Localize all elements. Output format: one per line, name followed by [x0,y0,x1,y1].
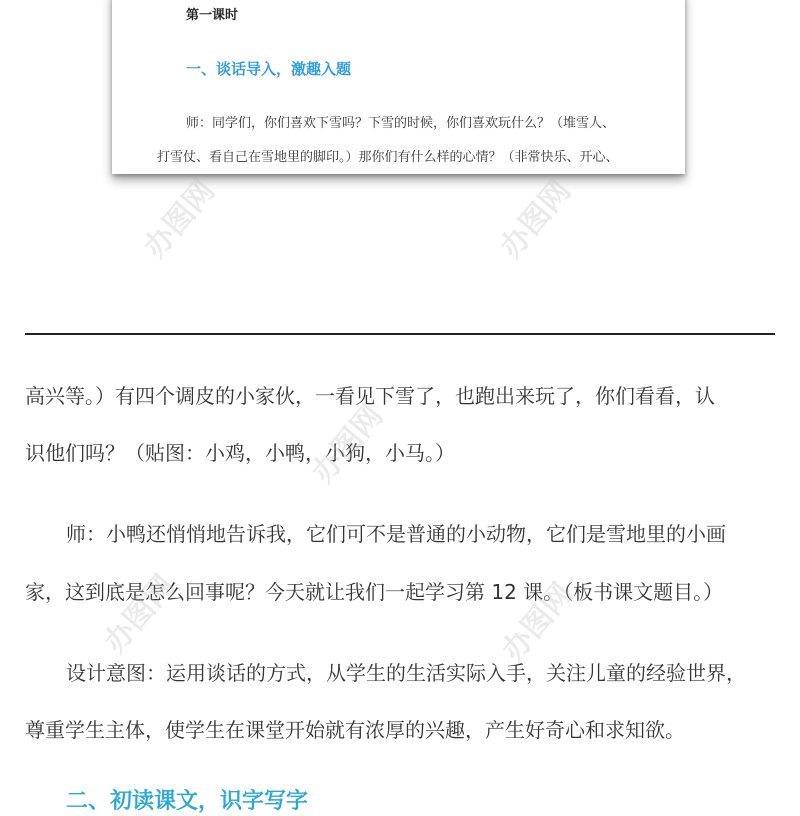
next-section-heading: 二、初读课文，识字写字 [66,789,309,814]
section-heading: 一、谈话导入，激趣入题 [186,60,352,78]
body-paragraph-line: 高兴等。）有四个调皮的小家伙，一看见下雪了，也跑出来玩了，你们看看，认 [25,384,715,408]
divider [25,333,775,335]
watermark: 办图网 [495,576,581,668]
document-preview-card [112,0,685,174]
watermark: 办图网 [305,398,391,490]
watermark: 办图网 [97,568,183,660]
lesson-title: 第一课时 [186,8,239,23]
body-paragraph-line: 尊重学生主体，使学生在课堂开始就有浓厚的兴趣，产生好奇心和求知欲。 [25,718,685,742]
body-paragraph-line: 家，这到底是怎么回事呢？今天就让我们一起学习第 12 课。（板书课文题目。） [25,580,724,604]
body-paragraph-line: 识他们吗？（贴图：小鸡，小鸭，小狗，小马。） [25,441,455,465]
preview-paragraph-line: 师：同学们，你们喜欢下雪吗？下雪的时候，你们喜欢玩什么？（堆雪人、 [186,116,616,131]
body-paragraph-line: 师：小鸭还悄悄地告诉我，它们可不是普通的小动物，它们是雪地里的小画 [66,522,726,546]
watermark: 办图网 [137,173,223,265]
preview-paragraph-line: 打雪仗、看自己在雪地里的脚印。）那你们有什么样的心情？（非常快乐、开心、 [157,150,619,165]
body-paragraph-line: 设计意图：运用谈话的方式，从学生的生活实际入手，关注儿童的经验世界， [66,661,746,685]
watermark: 办图网 [493,173,579,265]
